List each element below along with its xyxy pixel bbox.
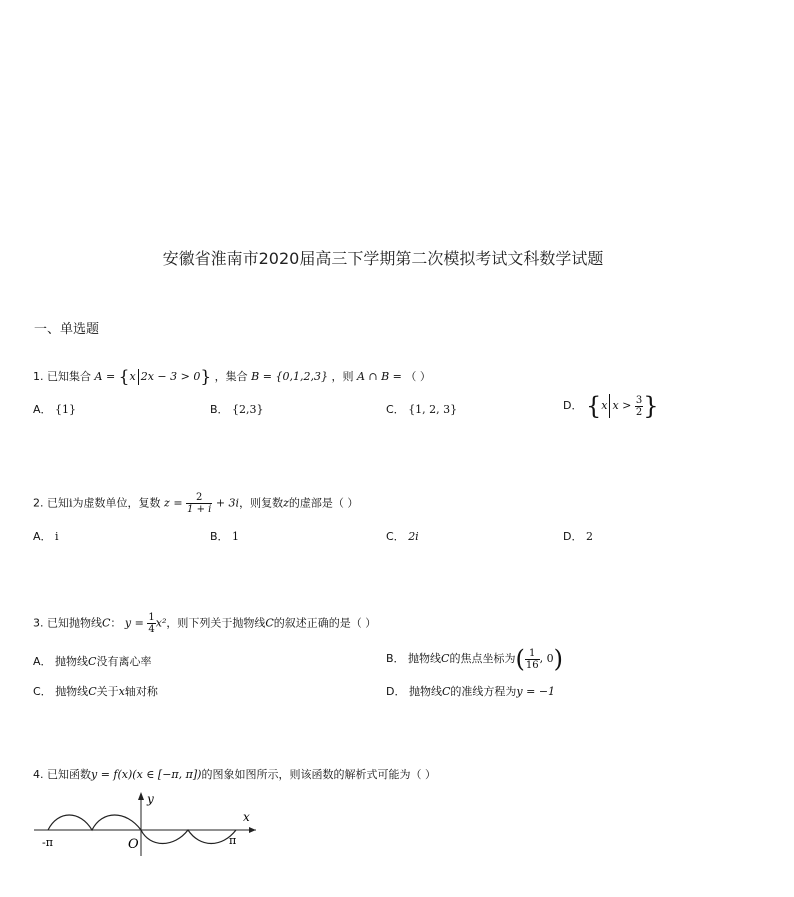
x-axis-arrow: [249, 827, 256, 833]
set-a-symbol: A: [94, 370, 103, 383]
parabola-c: C: [265, 616, 274, 630]
option-label: D．: [386, 685, 406, 698]
question-number: 1.: [33, 370, 44, 383]
y-axis-label: y: [147, 792, 154, 806]
option-text: 抛物线: [408, 652, 442, 665]
function-domain: (x ∈ [−π, π]): [132, 768, 202, 781]
option-text: 没有离心率: [96, 655, 152, 668]
question-text: ，则下列关于抛物线: [166, 616, 266, 630]
imaginary-unit: i: [69, 496, 73, 510]
pi-label: π: [229, 834, 237, 847]
fraction-numerator: 1: [148, 612, 155, 623]
option-c[interactable]: [386, 401, 457, 417]
question-text: ，集合: [214, 370, 248, 383]
fraction-denominator: 4: [148, 624, 155, 635]
section-heading: 一、单选题: [34, 322, 100, 337]
directrix-eq: y = −1: [516, 685, 556, 698]
option-label: B．: [210, 403, 229, 416]
option-value: {1}: [55, 403, 77, 416]
option-d[interactable]: [386, 683, 555, 699]
option-text: 关于: [96, 685, 119, 698]
option-a[interactable]: [33, 653, 151, 669]
option-text: 抛物线: [408, 685, 442, 698]
fraction-numerator: 1: [525, 648, 540, 660]
function-graph: [30, 788, 270, 860]
y-axis-arrow: [138, 792, 144, 800]
option-value: i: [55, 530, 59, 543]
fraction-denominator: 16: [525, 659, 539, 671]
option-value: 1: [232, 530, 240, 543]
question-4: [33, 768, 436, 782]
function-curve: [48, 815, 236, 844]
question-text: 已知抛物线: [47, 616, 102, 630]
complex-z: z: [283, 496, 289, 510]
option-label: A．: [33, 530, 52, 543]
question-text: ，则复数: [239, 496, 284, 510]
option-a[interactable]: [33, 528, 59, 544]
fraction-numerator: 2: [186, 492, 212, 504]
fraction-denominator: 2: [635, 406, 643, 418]
complex-term: + 3i: [215, 496, 240, 510]
option-value: 2: [585, 530, 593, 543]
question-number: 2.: [33, 496, 44, 510]
option-label: C．: [386, 530, 405, 543]
question-1: 1. 已知集合 A = {x 2x − 3 > 0} ，集合 B = {0,1,2,3} ，则 A ∩ B = （ ）: [33, 367, 431, 387]
option-label: D．: [563, 530, 583, 543]
set-b: B = {0,1,2,3}: [251, 370, 328, 383]
option-cond: x >: [612, 399, 632, 412]
option-d[interactable]: [563, 528, 593, 544]
option-text: 的准线方程为: [450, 685, 517, 698]
option-label: A．: [33, 403, 52, 416]
option-c[interactable]: [386, 528, 419, 544]
question-text: ，则: [331, 370, 354, 383]
option-b[interactable]: [210, 401, 264, 417]
parabola-c: C: [441, 652, 450, 665]
option-value: 2i: [408, 530, 419, 543]
set-a-var: x: [129, 370, 136, 383]
axis-x: x: [118, 685, 125, 698]
question-text: 已知集合: [47, 370, 91, 383]
option-label: B．: [386, 652, 405, 665]
focus-coord: , 0: [539, 652, 554, 665]
fraction-numerator: 3: [635, 394, 643, 406]
option-label: C．: [33, 685, 52, 698]
set-a-condition: 2x − 3 > 0: [140, 370, 201, 383]
option-text: 抛物线: [55, 655, 89, 668]
parabola-c: C: [88, 655, 97, 668]
option-d[interactable]: D． {x x > $\frac{3}{2}$ }: [563, 392, 659, 420]
option-label: C．: [386, 403, 405, 416]
function-expr: y = f(x): [91, 768, 133, 781]
question-number: 3.: [33, 616, 44, 630]
option-label: B．: [210, 530, 229, 543]
option-a[interactable]: [33, 401, 76, 417]
option-value: {2,3}: [232, 403, 264, 416]
option-b[interactable]: B． 抛物线C的焦点坐标为( $\frac{1}{16}$ , 0): [386, 645, 563, 673]
option-label: D．: [563, 399, 583, 412]
question-text: 已知函数: [47, 768, 91, 781]
question-text: （ ）: [405, 370, 431, 383]
option-text: 轴对称: [124, 685, 158, 698]
parabola-lhs: y =: [124, 616, 144, 630]
origin-label: O: [128, 837, 139, 852]
neg-pi-label: -π: [42, 836, 53, 849]
parabola-x2: x²: [155, 616, 167, 630]
x-axis-label: x: [243, 810, 250, 824]
parabola-c: C: [441, 685, 451, 698]
question-number: 4.: [33, 768, 44, 781]
page-title: 安徽省淮南市2020届高三下学期第二次模拟考试文科数学试题: [162, 249, 604, 268]
option-c[interactable]: [33, 683, 158, 699]
question-text: 为虚数单位，复数: [72, 496, 161, 510]
option-label: A．: [33, 655, 52, 668]
question-text: ：: [110, 616, 122, 630]
question-text: 的叙述正确的是（ ）: [273, 616, 377, 630]
option-var: x: [601, 399, 608, 412]
question-text: 的图象如图所示，则该函数的解析式可能为（ ）: [201, 768, 436, 781]
option-text: 的焦点坐标为: [449, 652, 516, 665]
question-2: [33, 492, 358, 515]
parabola-c: C: [102, 616, 111, 630]
option-value: {1, 2, 3}: [408, 403, 458, 416]
question-3: [33, 612, 376, 635]
option-b[interactable]: [210, 528, 239, 544]
fraction-denominator: 1 + i: [187, 504, 212, 515]
complex-z-lhs: z =: [164, 496, 183, 510]
question-text: 的虚部是（ ）: [288, 496, 359, 510]
question-text: 已知: [47, 496, 69, 510]
intersection-expr: A ∩ B =: [356, 370, 402, 383]
parabola-c: C: [88, 685, 97, 698]
option-text: 抛物线: [55, 685, 89, 698]
